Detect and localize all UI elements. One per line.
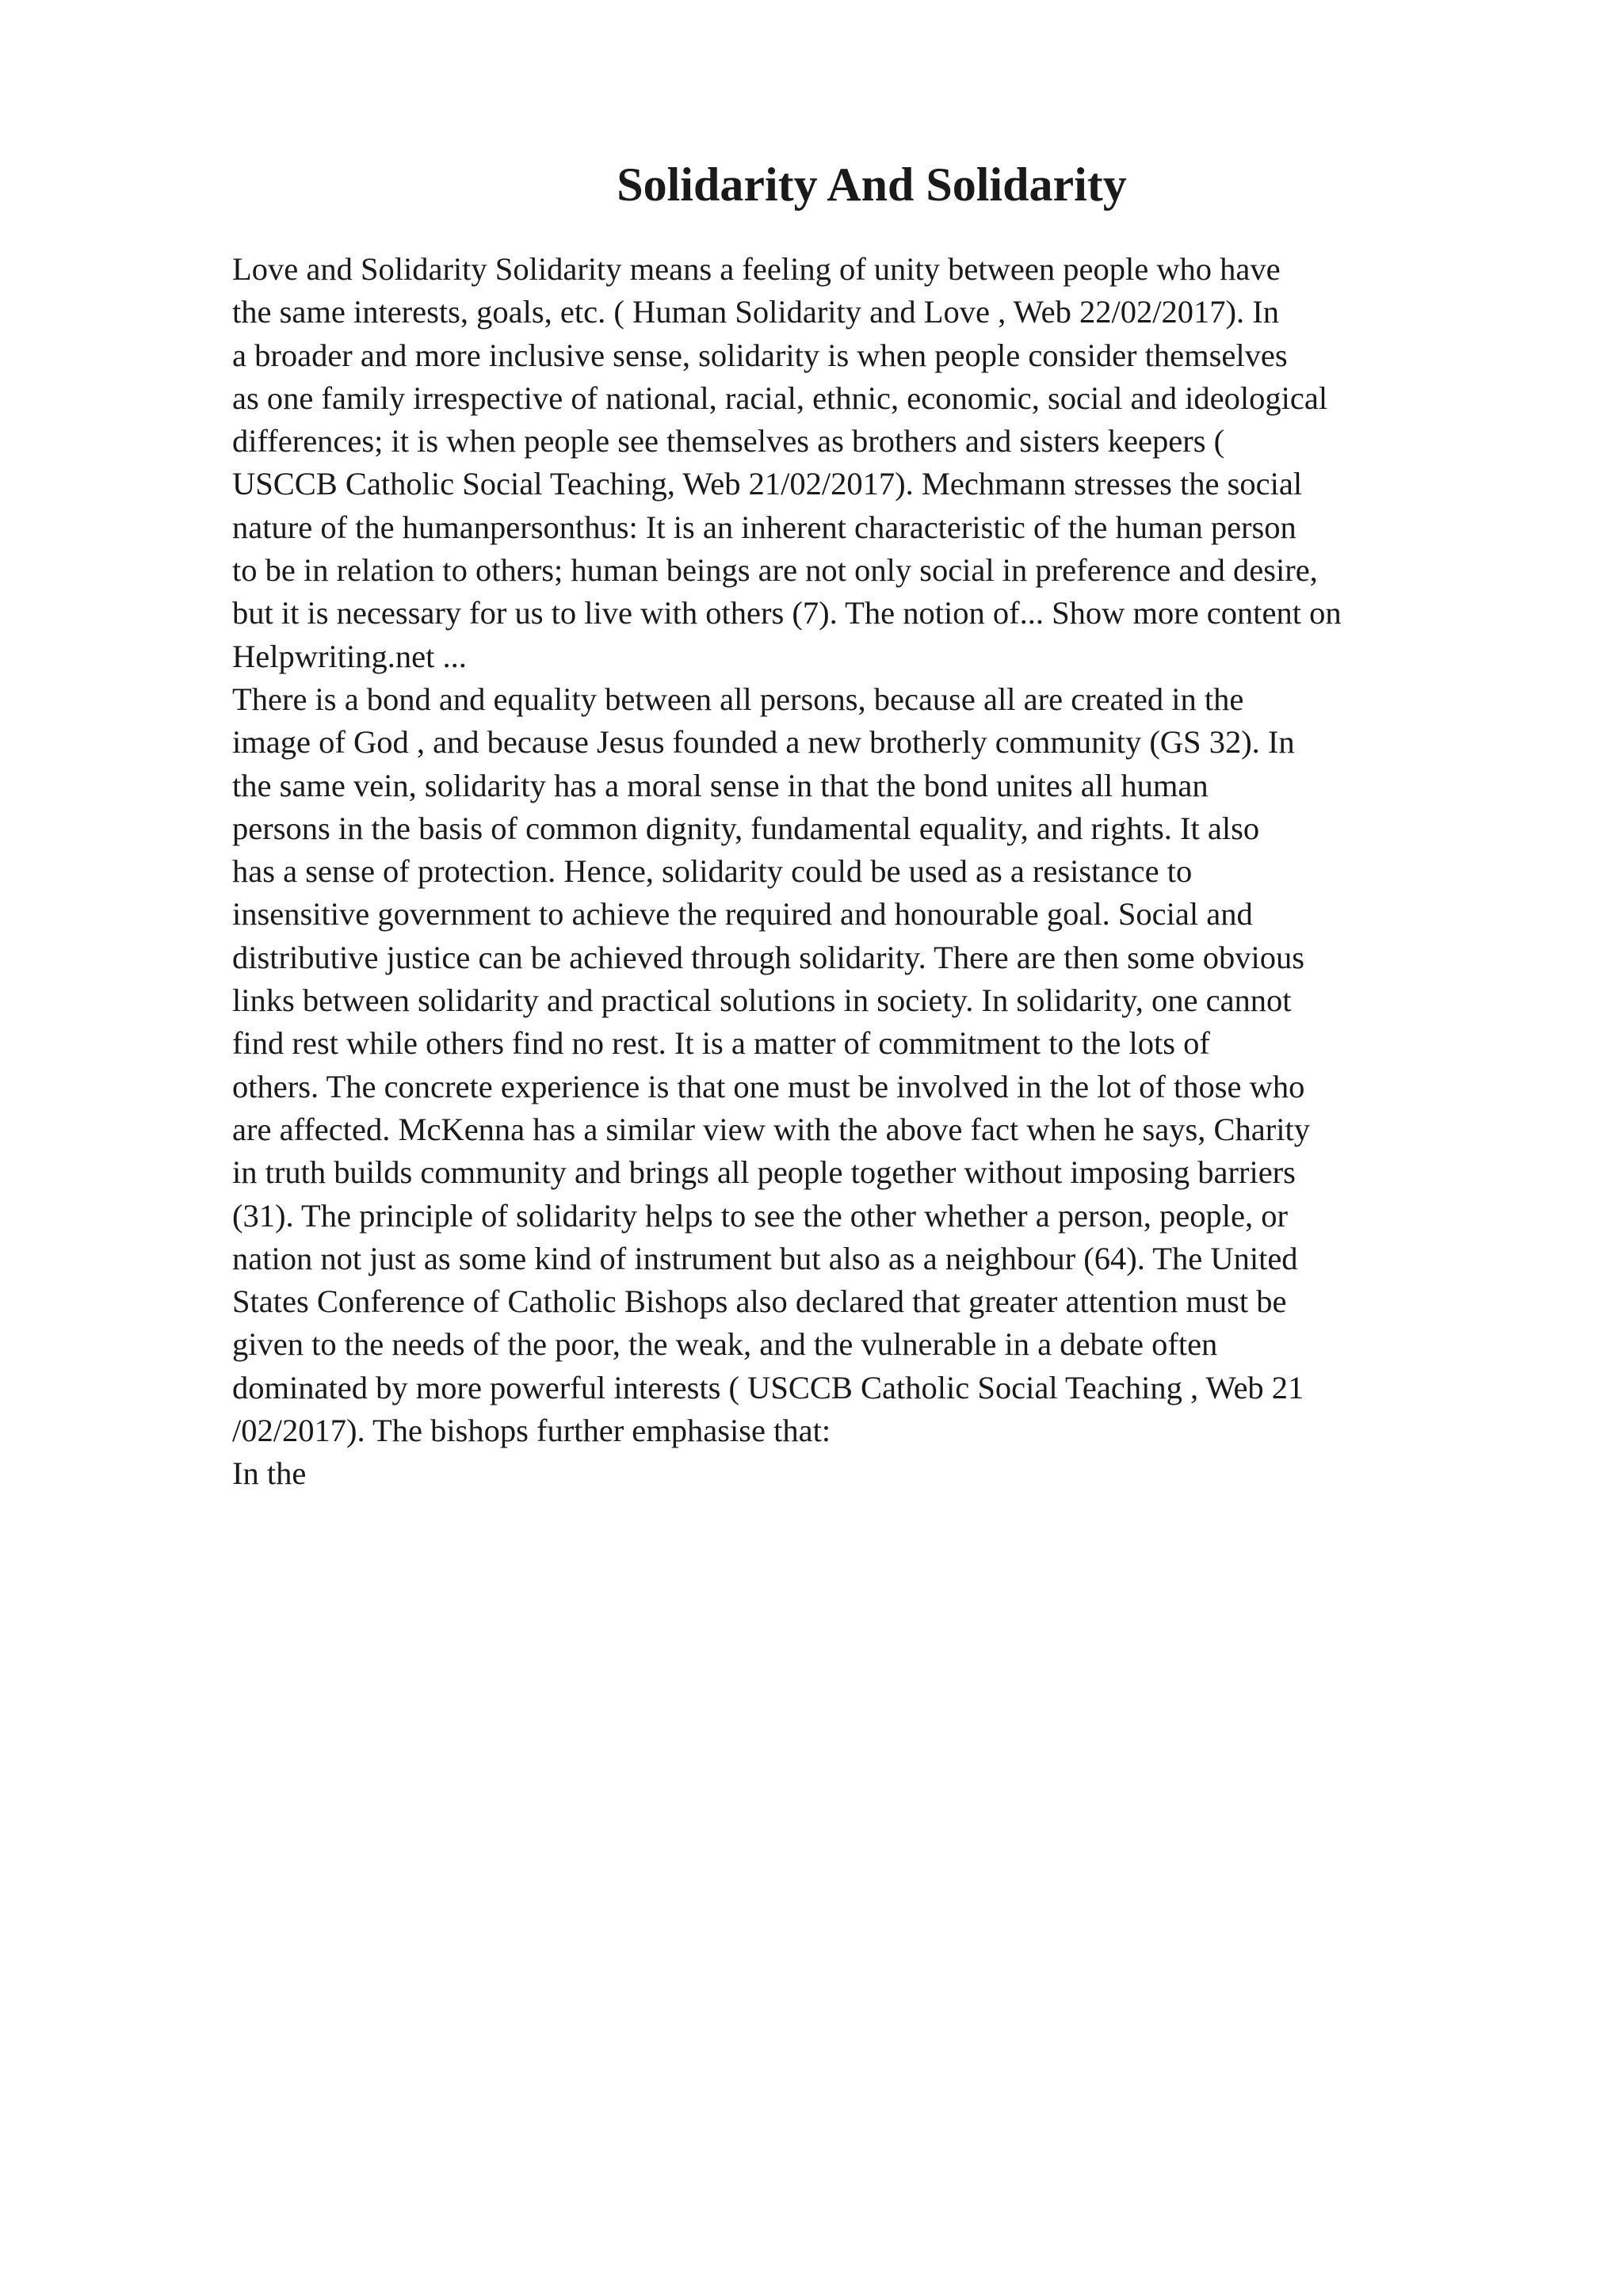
text-line: but it is necessary for us to live with others (7). The notion of... Show more content on xyxy=(232,595,1342,631)
text-line: In the xyxy=(232,1455,307,1492)
text-line: differences; it is when people see themselves as brothers and sisters keepers ( xyxy=(232,423,1225,460)
text-line: a broader and more inclusive sense, solidarity is when people consider themselves xyxy=(232,337,1288,373)
text-line: /02/2017). The bishops further emphasise that: xyxy=(232,1413,831,1449)
text-line: Helpwriting.net ... xyxy=(232,638,467,674)
text-line: has a sense of protection. Hence, solidarity could be used as a resistance to xyxy=(232,853,1193,890)
text-line: to be in relation to others; human beings are not only social in preference and desire, xyxy=(232,552,1318,589)
text-line: links between solidarity and practical solutions in society. In solidarity, one cannot xyxy=(232,982,1292,1019)
text-line: the same interests, goals, etc. ( Human Solidarity and Love , Web 22/02/2017). In xyxy=(232,294,1279,330)
text-line: nature of the humanpersonthus: It is an inherent characteristic of the human person xyxy=(232,509,1296,545)
text-line: others. The concrete experience is that one must be involved in the lot of those who xyxy=(232,1068,1305,1104)
text-line: distributive justice can be achieved through solidarity. There are then some obvious xyxy=(232,939,1304,975)
document-body xyxy=(232,248,1532,1496)
text-line: (31). The principle of solidarity helps to see the other whether a person, people, or xyxy=(232,1197,1288,1234)
text-line: There is a bond and equality between all persons, because all are created in the xyxy=(232,681,1244,717)
text-line: insensitive government to achieve the required and honourable goal. Social and xyxy=(232,896,1253,933)
text-line: persons in the basis of common dignity, fundamental equality, and rights. It also xyxy=(232,810,1260,846)
text-line: are affected. McKenna has a similar view with the above fact when he says, Charity xyxy=(232,1111,1310,1147)
text-line: in truth builds community and brings all people together without imposing barriers xyxy=(232,1154,1296,1191)
text-line: States Conference of Catholic Bishops also declared that greater attention must be xyxy=(232,1283,1287,1320)
document-title: Solidarity And Solidarity xyxy=(617,158,1127,211)
text-line: nation not just as some kind of instrument but also as a neighbour (64). The United xyxy=(232,1240,1298,1276)
text-line: given to the needs of the poor, the weak, and the vulnerable in a debate often xyxy=(232,1326,1218,1363)
text-line: as one family irrespective of national, racial, ethnic, economic, social and ideological xyxy=(232,379,1328,416)
text-line: image of God , and because Jesus founded a new brotherly community (GS 32). In xyxy=(232,724,1295,761)
text-line: find rest while others find no rest. It is a matter of commitment to the lots of xyxy=(232,1025,1210,1062)
text-line: dominated by more powerful interests ( USCCB Catholic Social Teaching , Web 21 xyxy=(232,1369,1304,1405)
text-line: Love and Solidarity Solidarity means a feeling of unity between people who have xyxy=(232,251,1281,287)
text-line: USCCB Catholic Social Teaching, Web 21/02/2017). Mechmann stresses the social xyxy=(232,466,1303,502)
text-line: the same vein, solidarity has a moral sense in that the bond unites all human xyxy=(232,767,1209,803)
